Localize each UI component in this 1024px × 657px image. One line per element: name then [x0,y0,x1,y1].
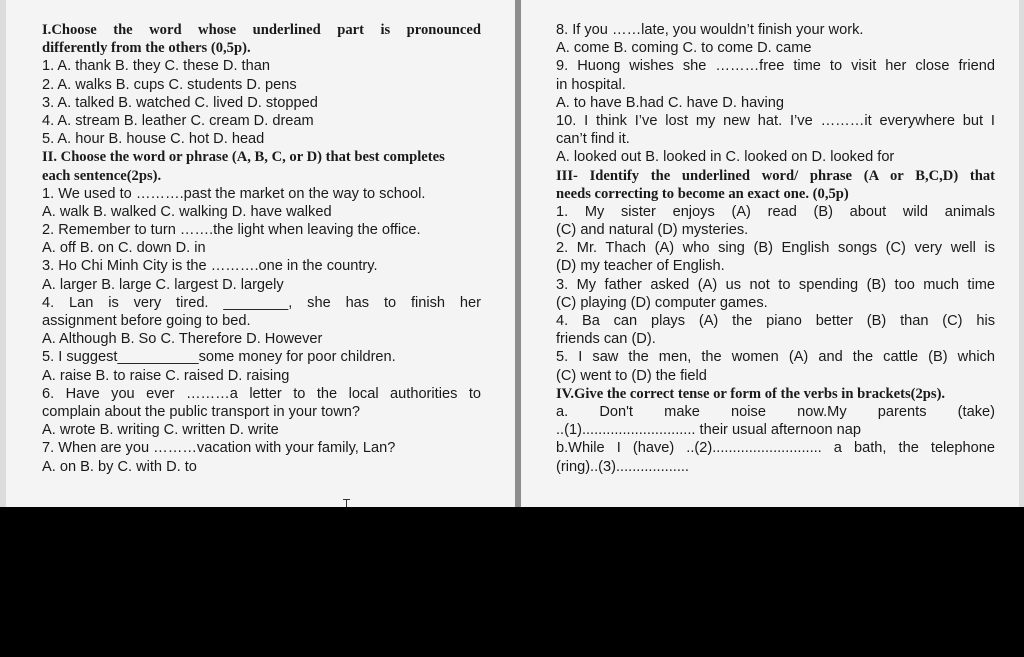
text-line: A. on B. by C. with D. to [42,458,197,475]
text-line: 3. My father asked (A) us not to spending (B) too much time [556,276,995,293]
text-line: A. walk B. walked C. walking D. have walked [42,203,332,220]
text-line: a. Don't make noise now.My parents (take) [556,403,995,420]
text-line: friends can (D). [556,331,656,348]
text-line: can’t find it. [556,131,630,148]
section-heading-line: II. Choose the word or phrase (A, B, C, or D) that best completes [42,149,445,166]
section-heading-line: III- Identify the underlined word/ phrase (A or B,C,D) that [556,167,995,184]
text-line: 8. If you ……late, you wouldn’t finish your work. [556,22,864,38]
text-line: complain about the public transport in your town? [42,403,361,420]
text-line: 3. A. talked B. watched C. lived D. stopped [42,94,318,111]
text-line: 3. Ho Chi Minh City is the ……….one in the country. [42,258,378,275]
text-line: A. wrote B. writing C. written D. write [42,422,279,439]
text-line: (C) went to (D) the field [556,367,707,384]
text-line: (ring)..(3).................. [556,458,689,475]
text-line: 4. A. stream B. leather C. cream D. dream [42,112,314,129]
text-line: 4. Lan is very tired. ________, she has to finish her [42,294,481,311]
text-line: (D) my teacher of English. [556,258,725,275]
text-line: 2. Mr. Thach (A) who sing (B) English songs (C) very well is [556,240,995,257]
text-line: (C) playing (D) computer games. [556,294,768,311]
text-line: 5. A. hour B. house C. hot D. head [42,131,265,148]
black-letterbox [0,507,1024,657]
text-cursor-icon [343,499,350,507]
text-line: 1. We used to ……….past the market on the way to school. [42,185,426,202]
section-heading-line: I.Choose the word whose underlined part is pronounced [42,22,481,38]
text-line: 5. I saw the men, the women (A) and the cattle (B) which [556,349,995,366]
page-left [6,0,515,507]
text-line: 2. A. walks B. cups C. students D. pens [42,76,297,93]
left-page-text [42,21,481,476]
text-line: A. Although B. So C. Therefore D. However [42,331,323,348]
section-heading-line: needs correcting to become an exact one. (0,5p) [556,185,849,202]
section-heading-line: IV.Give the correct tense or form of the verbs in brackets(2ps). [556,385,946,402]
text-line: A. larger B. large C. largest D. largely [42,276,284,293]
text-line: A. come B. coming C. to come D. came [556,40,812,57]
text-line: (C) and natural (D) mysteries. [556,222,749,239]
text-line: A. raise B. to raise C. raised D. raising [42,367,290,384]
section-heading-line: each sentence(2ps). [42,167,162,184]
text-line: A. looked out B. looked in C. looked on D. looked for [556,149,895,166]
text-line: in hospital. [556,76,626,93]
text-line: 5. I suggest__________some money for poor children. [42,349,396,366]
text-line: b.While I (have) ..(2)........................... a bath, the telephone [556,440,995,457]
text-line: 1. My sister enjoys (A) read (B) about wild animals [556,203,995,220]
text-line: A. to have B.had C. have D. having [556,94,784,111]
text-line: 2. Remember to turn …….the light when leaving the office. [42,222,421,239]
right-page-text [556,21,995,476]
section-heading-line: differently from the others (0,5p). [42,40,251,57]
text-line: assignment before going to bed. [42,313,251,329]
text-line: ..(1)............................ their usual afternoon nap [556,422,861,439]
text-line: 4. Ba can plays (A) the piano better (B) than (C) his [556,313,995,329]
text-line: 6. Have you ever ………a letter to the local authorities to [42,385,481,402]
text-line: 7. When are you ………vacation with your family, Lan? [42,440,396,457]
text-line: 10. I think I’ve lost my new hat. I’ve ………it everywhere but I [556,112,995,129]
text-line: A. off B. on C. down D. in [42,240,206,257]
page-right [521,0,1019,507]
text-line: 9. Huong wishes she ………free time to visit her close friend [556,58,995,75]
text-line: 1. A. thank B. they C. these D. than [42,58,270,75]
